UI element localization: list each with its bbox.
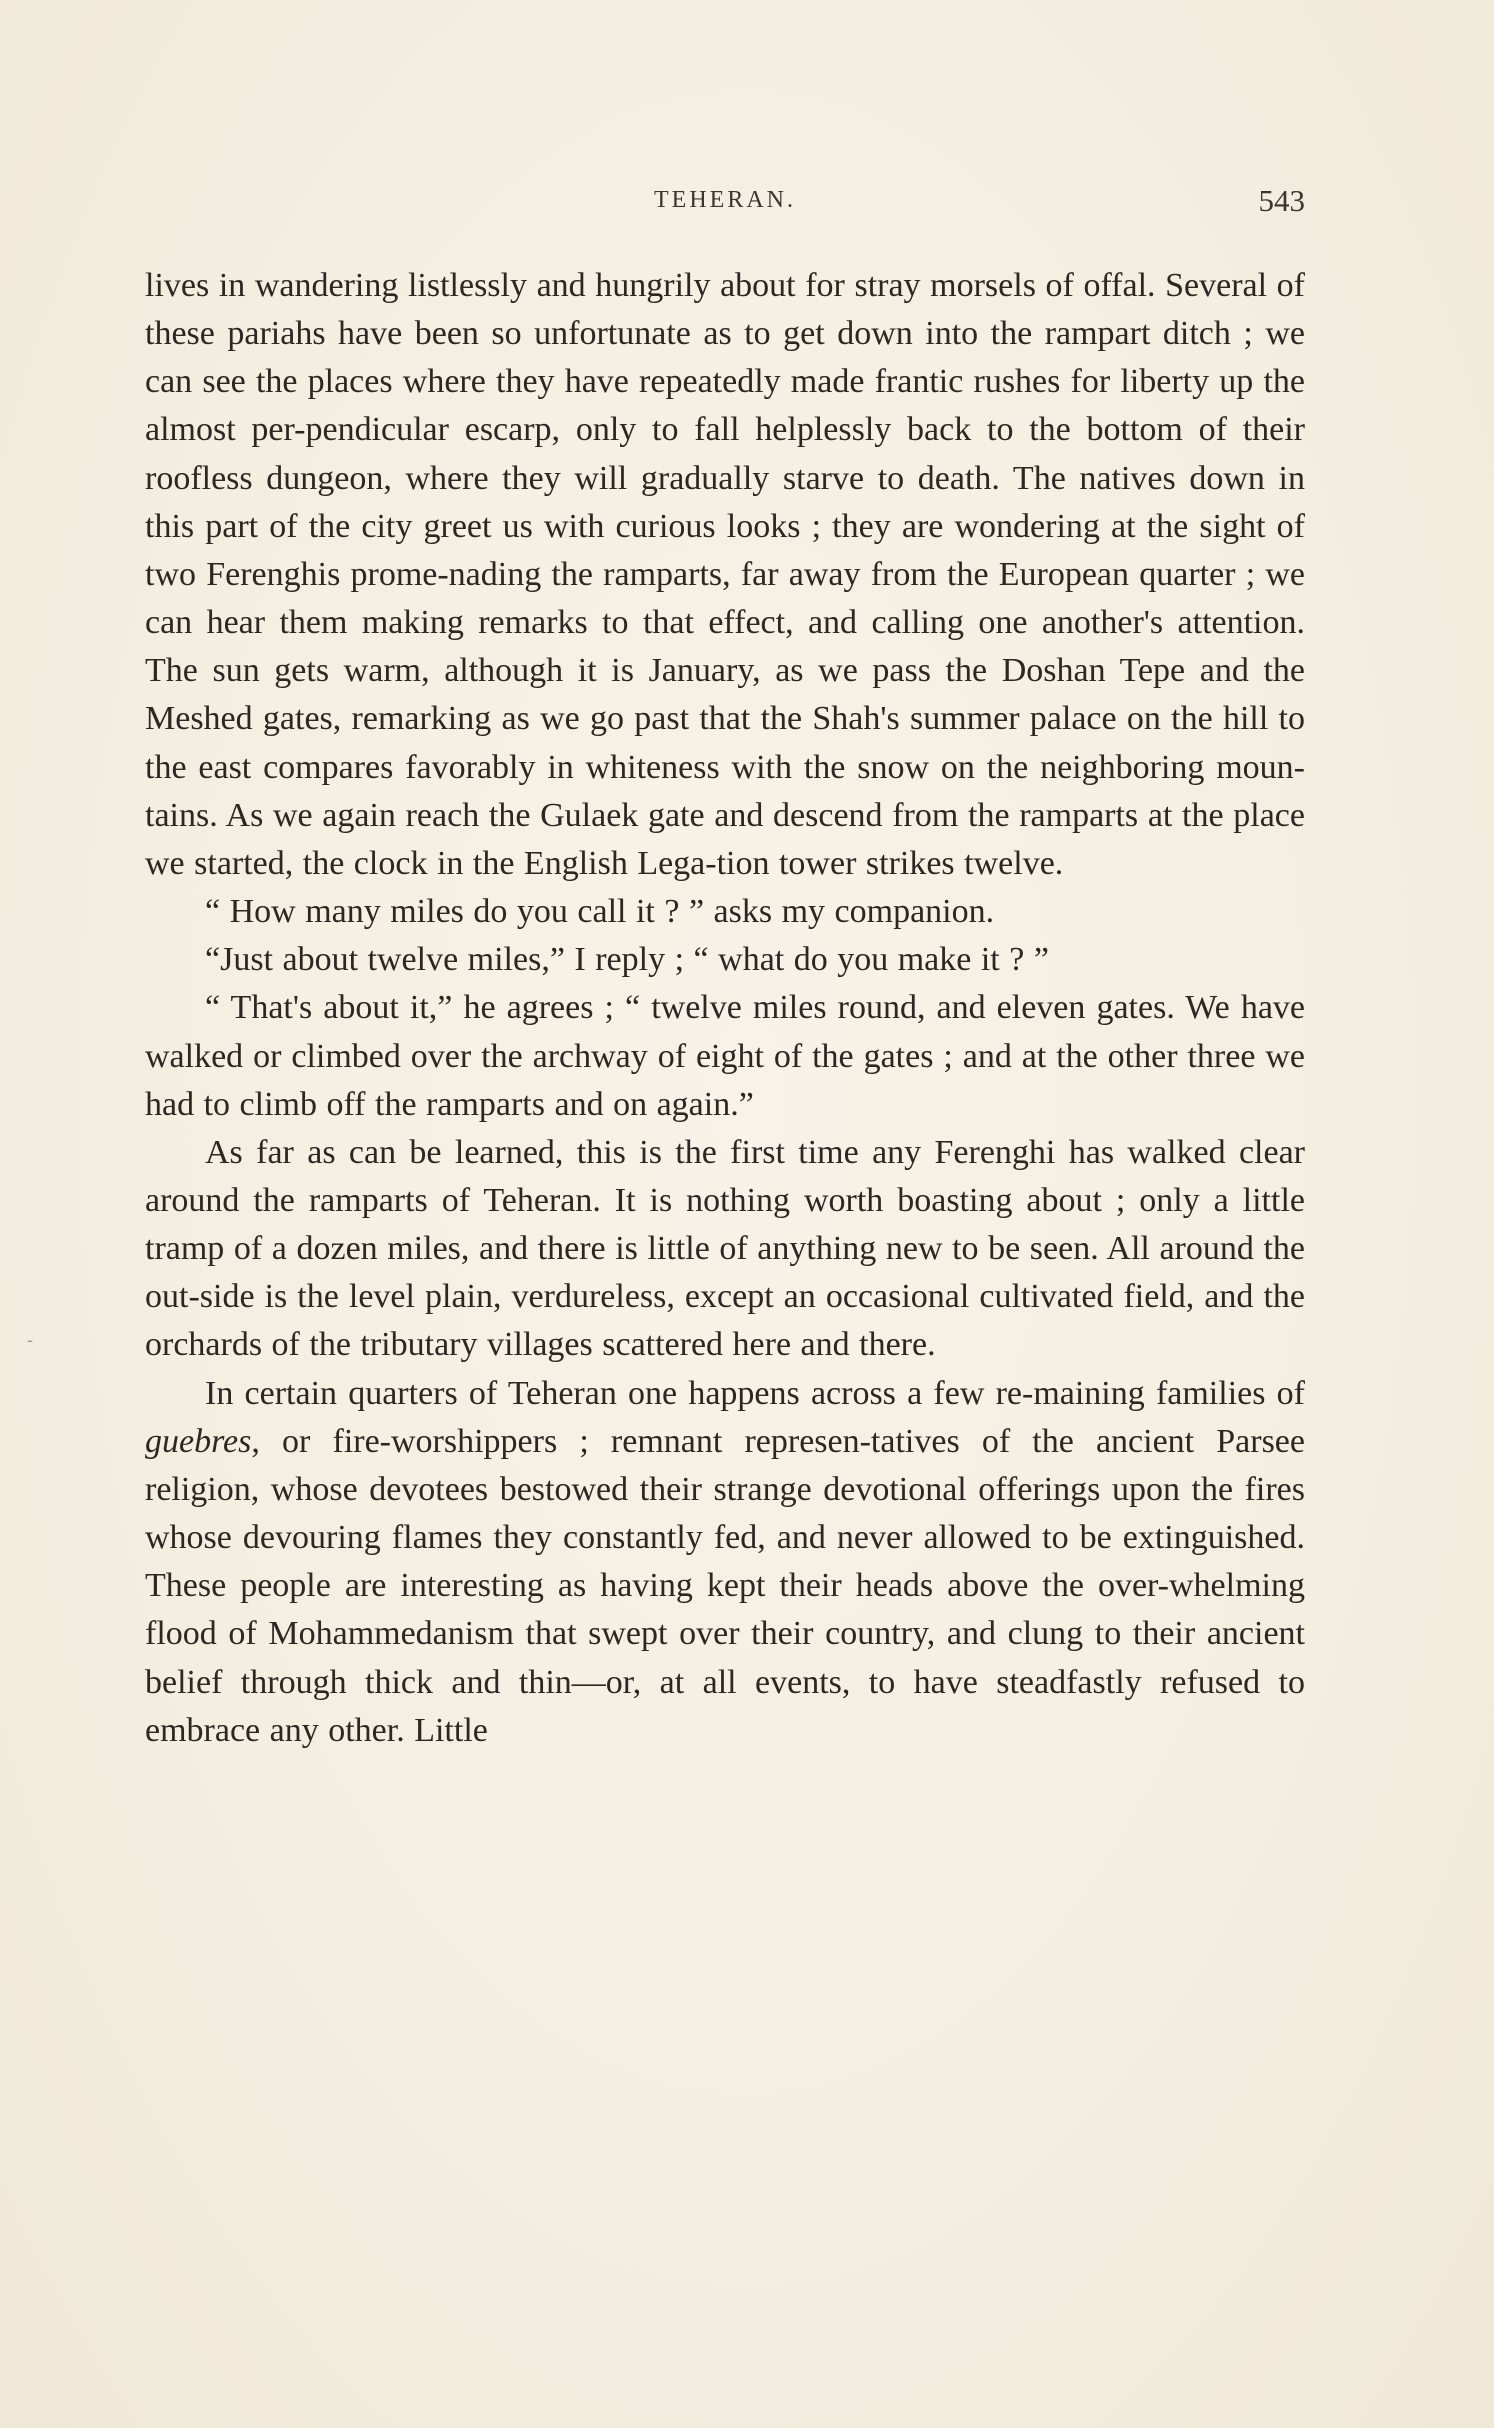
- body-text: [145, 262, 1305, 2292]
- running-head: [145, 183, 1305, 223]
- paragraph-2: “ How many miles do you call it ? ” asks my companion.: [205, 893, 995, 931]
- paragraph-4: “ That's about it,” he agrees ; “ twelve miles round, and eleven gates. We have walked or climbed over the archway of eight of the gates ; and at the other three we had to climb off the ramparts and on again.”: [145, 989, 1305, 1123]
- paragraph-5: As far as can be learned, this is the first time any Ferenghi has walked clear around the ramparts of Teheran. It is nothing worth boasting about ; only a little tramp of a dozen miles, and there is little of anything new to be seen. All around the out-side is the level plain, verdureless, except an occasional cultivated field, and the orchards of the tributary villages scattered here and there.: [145, 1133, 1305, 1364]
- paragraph-6: In certain quarters of Teheran one happens across a few re-maining families of guebres, or fire-worshippers ; remnant represen-tatives of the ancient Parsee religion, whose devotees bestowed their strange devotional offerings upon the fires whose devouring flames they constantly fed, and never allowed to be extinguished. These people are interesting as having kept their heads above the over-whelming flood of Mohammedanism that swept over their country, and clung to their ancient belief through thick and thin—or, at all events, to have steadfastly refused to embrace any other. Little: [145, 1374, 1305, 1749]
- page-number: 543: [1258, 183, 1305, 218]
- italic-term: guebres: [145, 1422, 252, 1460]
- running-title: TEHERAN.: [654, 187, 796, 213]
- margin-mark: -: [27, 1330, 34, 1351]
- paragraph-3: “Just about twelve miles,” I reply ; “ what do you make it ? ”: [205, 941, 1049, 979]
- paragraph-1: lives in wandering listlessly and hungrily about for stray morsels of offal. Several of these pariahs have been so unfortunate as to get down into the rampart ditch ; we can see the places where they have repeatedly made frantic rushes for liberty up the almost per-pendicular escarp, only to fall helplessly back to the bottom of their roofless dungeon, where they will gradually starve to death. The natives down in this part of the city greet us with curious looks ; they are wondering at the sight of two Ferenghis prome-nading the ramparts, far away from the European quarter ; we can hear them making remarks to that effect, and calling one another's attention. The sun gets warm, although it is January, as we pass the Doshan Tepe and the Meshed gates, remarking as we go past that the Shah's summer palace on the hill to the east compares favorably in whiteness with the snow on the neighboring moun-tains. As we again reach the Gulaek gate and descend from the ramparts at the place we started, the clock in the English Lega-tion tower strikes twelve.: [145, 267, 1305, 882]
